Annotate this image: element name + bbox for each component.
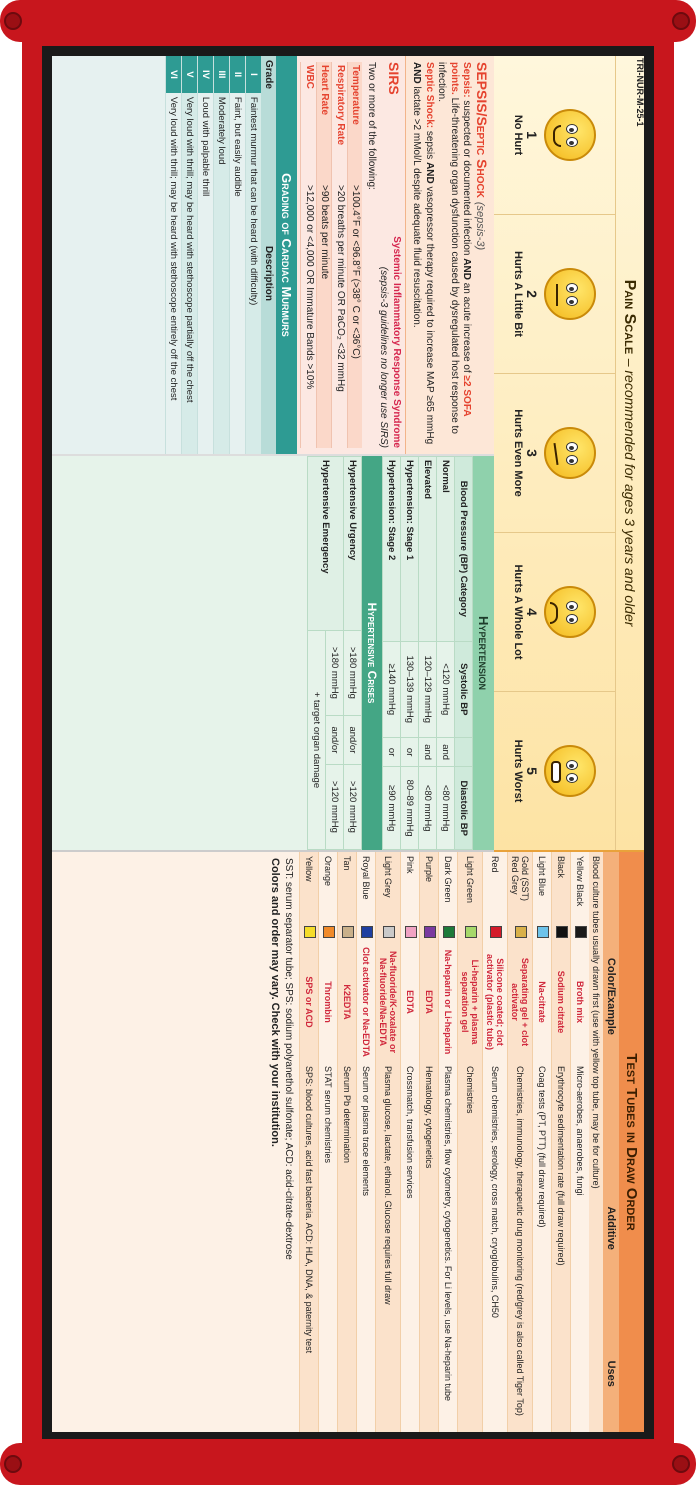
table-row [338,852,357,1432]
col-diastolic: Diastolic BP [455,767,473,850]
tube-additive: Separating gel + clot activator [508,942,533,1062]
tube-swatch-icon [424,926,436,938]
tube-name: Black [552,852,571,922]
tube-color-swatch [319,922,338,942]
table-row [439,852,458,1432]
tube-additive: SPS or ACD [300,942,319,1062]
col-systolic: Systolic BP [455,641,473,737]
col-color: Color/Example [603,852,619,1141]
hypertension-title: Hypertension [473,456,494,850]
hypertension-table [382,456,473,850]
tube-uses: SPS: blood cultures, acid fast bacteria. ACD: HLA, DNA, & paternity test [300,1062,319,1432]
tube-swatch-icon [515,926,527,938]
sirs-title: SIRS [385,62,402,95]
tube-uses: Chemistries, immunology, therapeutic drug monitoring (red/grey is also called Tiger Top) [508,1062,533,1432]
tube-color-swatch [357,922,376,942]
table-row [357,852,376,1432]
tube-uses: Plasma chemistries, flow cytometry, cytogenetics. For Li levels, use Na-heparin tube [439,1062,458,1432]
pain-scale [494,56,644,852]
tube-name: Light Green [458,852,483,922]
tube-additive: Thrombin [319,942,338,1062]
tube-uses: Crossmatch, transfusion services [401,1062,420,1432]
table-row: Normal <120 mmHg and <80 mmHg [437,457,455,850]
face-hurts-more-icon [545,427,597,479]
tube-color-swatch [508,922,533,942]
tube-swatch-icon [361,926,373,938]
table-row: VI Very loud with thrill; may be heard with stethoscope entirely off the chest [166,56,182,454]
tube-name: Royal Blue [357,852,376,922]
table-row: Hypertensive Urgency >180 mmHg and/or >120 mmHg [344,457,362,850]
tube-name: Orange [319,852,338,922]
tube-swatch-icon [342,926,354,938]
tubes-title: Test Tubes in Draw Order [619,852,644,1432]
tube-color-swatch [338,922,357,942]
tube-color-swatch [439,922,458,942]
tube-color-swatch [533,922,552,942]
tube-swatch-icon [405,926,417,938]
pain-title: Pain Scale – recommended for ages 3 years and older [621,279,638,627]
septic-shock-definition: Septic Shock: sepsis AND vasopressor therapy required to increase MAP ≥65 mmHg AND lactate >2 mMol/L despite adequate fluid resuscitation. [411,62,435,445]
tube-uses: Coag tests (PT, PTT) (full draw required) [533,1062,552,1432]
sepsis-title: SEPSIS/Septic Shock (sepsis-3) [474,62,490,251]
table-row: III Moderately loud [214,56,230,454]
tube-swatch-icon [537,926,549,938]
pain-level-number: 3 [524,449,541,457]
table-row [420,852,439,1432]
rail-knob-icon [672,1455,690,1473]
tube-additive: Na-heparin or Li-heparin [439,942,458,1062]
tube-additive: Li-heparin + plasma separation gel [458,942,483,1062]
table-row: Hypertension: Stage 2 ≥140 mmHg or ≥90 mmHg [383,457,401,850]
tube-additive: Na-citrate [533,942,552,1062]
tube-uses: Plasma glucose, lactate, ethanol. Glucose requires full draw [376,1062,401,1432]
table-row [458,852,483,1432]
table-row [508,852,533,1432]
murmur-title: Grading of Cardiac Murmurs [276,56,297,454]
sirs-intro: Two or more of the following: [365,62,377,190]
face-whole-lot-icon [545,586,597,638]
tubes-footnote: SST: serum separator tube; SPS: sodium polyanethol sulfonate; ACD: acid-citrate-dextrose Colors and order may vary. Check with your institution. [264,852,299,1432]
tube-uses: Micro-aerobes, anaerobes, fungi [571,1062,590,1432]
tube-additive: Sodium citrate [552,942,571,1062]
tube-swatch-icon [490,926,502,938]
sirs-section [297,56,405,454]
clinical-column [52,56,494,456]
tubes-table [603,852,619,1432]
table-row [483,852,508,1432]
pain-level-label: Hurts A Whole Lot [512,564,525,660]
table-row: Heart Rate >90 beats per minute [316,62,332,448]
tube-color-swatch [376,922,401,942]
sepsis-definition: Sepsis: suspected or documented infection AND an acute increase of ≥2 SOFA points. Life-threatening organ dysfunction caused by dysregulated host response to infection. [436,62,473,434]
pain-level-number: 1 [524,131,541,139]
pain-faces [494,56,616,850]
pain-level [494,56,615,215]
col-grade: Grade [261,56,276,93]
table-row: I Faintest murmur that can be heard (with difficulty) [246,56,262,454]
tube-name: Yellow Black [571,852,590,922]
crises-table [307,456,362,850]
tube-additive: Clot activator or Na-EDTA [357,942,376,1062]
table-row [300,852,319,1432]
table-row [319,852,338,1432]
rail-knob-icon [4,12,22,30]
table-row: II Faint, but easily audible [230,56,246,454]
culture-note: Blood culture tubes usually drawn first (use with yellow top tube, may be for culture) [589,852,603,1432]
pain-level [494,215,615,374]
table-row [401,852,420,1432]
tube-additive: Silicone coated; clot activator (plastic tube) [483,942,508,1062]
sirs-header [377,62,402,448]
face-no-hurt-icon [545,109,597,161]
tube-name: Tan [338,852,357,922]
tube-name: Light Grey [376,852,401,922]
face-little-hurt-icon [545,268,597,320]
tube-color-swatch [401,922,420,942]
tube-additive: EDTA [401,942,420,1062]
crises-title: Hypertensive Crises [362,456,382,850]
tube-color-swatch [571,922,590,942]
table-row [571,852,590,1432]
tube-name: Pink [401,852,420,922]
tube-color-swatch [300,922,319,942]
table-row: IV Loud with palpable thrill [198,56,214,454]
tube-uses: Hematology, cytogenetics [420,1062,439,1432]
tube-swatch-icon [323,926,335,938]
tube-color-swatch [420,922,439,942]
tube-color-swatch [483,922,508,942]
tube-swatch-icon [575,926,587,938]
tube-name: Yellow [300,852,319,922]
col-description: Description [261,93,276,454]
rail-knob-icon [4,1455,22,1473]
pain-level-number: 4 [524,608,541,616]
rail-knob-icon [672,12,690,30]
pain-level-label: Hurts Even More [512,409,525,497]
tube-name: Light Blue [533,852,552,922]
tube-rows [299,852,589,1432]
tube-name: Gold (SST) Red Grey [508,852,533,922]
face-worst-icon [545,745,597,797]
tube-additive: Na-fluoride/K-oxalate or Na-fluoride/Na-EDTA [376,942,401,1062]
table-row: WBC >12,000 or <4,000 OR Immature Bands >10% [301,62,317,448]
tube-uses: Chemistries [458,1062,483,1432]
tube-uses: Erythrocyte sedimentation rate (full draw required) [552,1062,571,1432]
tube-additive: Broth mix [571,942,590,1062]
table-row: V Very loud with thrill; may be heard with stethoscope partially off the chest [182,56,198,454]
pain-level-label: No Hurt [512,114,525,156]
tube-swatch-icon [556,926,568,938]
sirs-table [300,62,362,448]
tube-color-swatch [458,922,483,942]
tube-additive: K2EDTA [338,942,357,1062]
sepsis-section [405,56,494,454]
tube-swatch-icon [443,926,455,938]
tube-swatch-icon [304,926,316,938]
tube-swatch-icon [465,926,477,938]
pain-level-number: 5 [524,767,541,775]
pain-level-label: Hurts A Little Bit [512,251,525,337]
tube-uses: STAT serum chemistries [319,1062,338,1432]
table-row: Hypertensive Emergency >180 mmHg and/or >120 mmHg [326,457,344,850]
tubes-disclaimer: Colors and order may vary. Check with your institution. [269,858,281,1147]
tube-name: Purple [420,852,439,922]
reference-card [52,56,644,1432]
tube-color-swatch [552,922,571,942]
tube-swatch-icon [383,926,395,938]
table-row: Respiratory Rate >20 breaths per minute OR PaCO₂ <32 mmHg [332,62,348,448]
doc-id: TRI-NUR-M-25-1 [635,58,645,127]
pain-level [494,374,615,533]
col-additive: Additive [603,1141,619,1316]
table-row [552,852,571,1432]
pain-level [494,692,615,850]
sirs-full-name: Systemic Inflammatory Response Syndrome [390,236,402,448]
tube-uses: Serum Pb determination [338,1062,357,1432]
tube-uses: Serum or plasma trace elements [357,1062,376,1432]
murmur-section [52,56,297,454]
table-row [533,852,552,1432]
col-category: Blood Pressure (BP) Category [455,457,473,642]
organ-damage-note: + target organ damage [308,630,326,849]
table-row: Hypertension: Stage 1 130–139 mmHg or 80–89 mmHg [401,457,419,850]
table-row: Temperature >100.4°F or <96.8°F (>38° C or <36°C) [347,62,362,448]
tube-name: Red [483,852,508,922]
pain-level-number: 2 [524,290,541,298]
table-row: Elevated 120–129 mmHg and <80 mmHg [419,457,437,850]
col-uses: Uses [603,1315,619,1432]
test-tubes-section [52,852,644,1432]
tube-additive: EDTA [420,942,439,1062]
pain-level-label: Hurts Worst [512,739,525,803]
pain-level [494,533,615,692]
tube-uses: Serum chemistries, serology, cross match, cryoglobulins, CH50 [483,1062,508,1432]
murmur-table [165,56,276,454]
sirs-note: (sepsis-3 guidelines no longer use SIRS) [378,266,390,448]
tube-name: Dark Green [439,852,458,922]
table-row [376,852,401,1432]
hypertension-section [52,456,494,852]
